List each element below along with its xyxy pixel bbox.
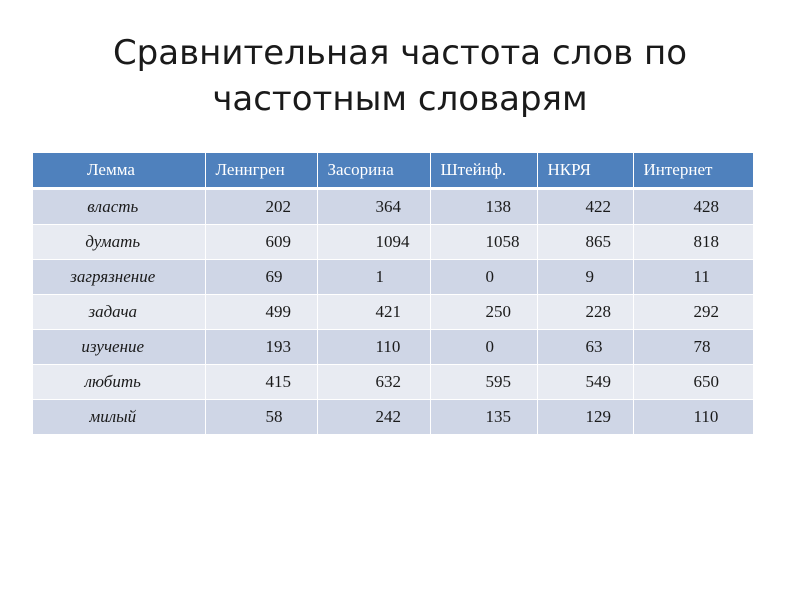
slide-title-line-1: Сравнительная частота слов по — [112, 33, 688, 73]
lemma-cell: думать — [33, 225, 205, 260]
value-cell: 129 — [537, 400, 633, 435]
slide-title — [0, 30, 800, 122]
value-cell: 9 — [537, 260, 633, 295]
value-cell: 632 — [317, 365, 430, 400]
value-cell: 865 — [537, 225, 633, 260]
value-cell: 250 — [430, 295, 537, 330]
value-cell: 428 — [633, 189, 753, 225]
value-cell: 110 — [633, 400, 753, 435]
lemma-cell: задача — [33, 295, 205, 330]
table-row — [33, 295, 753, 330]
value-cell: 110 — [317, 330, 430, 365]
header-internet: Интернет — [633, 153, 753, 189]
value-cell: 193 — [205, 330, 317, 365]
value-cell: 549 — [537, 365, 633, 400]
header-lenngren: Леннгрен — [205, 153, 317, 189]
table-header-row — [33, 153, 753, 189]
value-cell: 421 — [317, 295, 430, 330]
lemma-cell: загрязнение — [33, 260, 205, 295]
value-cell: 78 — [633, 330, 753, 365]
value-cell: 609 — [205, 225, 317, 260]
value-cell: 1058 — [430, 225, 537, 260]
value-cell: 818 — [633, 225, 753, 260]
header-nkrya: НКРЯ — [537, 153, 633, 189]
lemma-cell: милый — [33, 400, 205, 435]
value-cell: 242 — [317, 400, 430, 435]
table-row — [33, 400, 753, 435]
value-cell: 135 — [430, 400, 537, 435]
value-cell: 202 — [205, 189, 317, 225]
lemma-cell: власть — [33, 189, 205, 225]
value-cell: 58 — [205, 400, 317, 435]
header-zasorina: Засорина — [317, 153, 430, 189]
value-cell: 0 — [430, 330, 537, 365]
value-cell: 69 — [205, 260, 317, 295]
value-cell: 364 — [317, 189, 430, 225]
header-steinf: Штейнф. — [430, 153, 537, 189]
value-cell: 63 — [537, 330, 633, 365]
value-cell: 595 — [430, 365, 537, 400]
value-cell: 11 — [633, 260, 753, 295]
lemma-cell: изучение — [33, 330, 205, 365]
value-cell: 650 — [633, 365, 753, 400]
table-row — [33, 365, 753, 400]
value-cell: 0 — [430, 260, 537, 295]
frequency-table — [33, 153, 754, 435]
value-cell: 415 — [205, 365, 317, 400]
value-cell: 1094 — [317, 225, 430, 260]
value-cell: 138 — [430, 189, 537, 225]
table-row — [33, 225, 753, 260]
table-row — [33, 330, 753, 365]
slide-title-line-2: частотным словарям — [212, 79, 588, 119]
value-cell: 422 — [537, 189, 633, 225]
lemma-cell: любить — [33, 365, 205, 400]
table-row — [33, 189, 753, 225]
table-row — [33, 260, 753, 295]
header-lemma: Лемма — [33, 153, 205, 189]
value-cell: 499 — [205, 295, 317, 330]
value-cell: 1 — [317, 260, 430, 295]
value-cell: 292 — [633, 295, 753, 330]
value-cell: 228 — [537, 295, 633, 330]
